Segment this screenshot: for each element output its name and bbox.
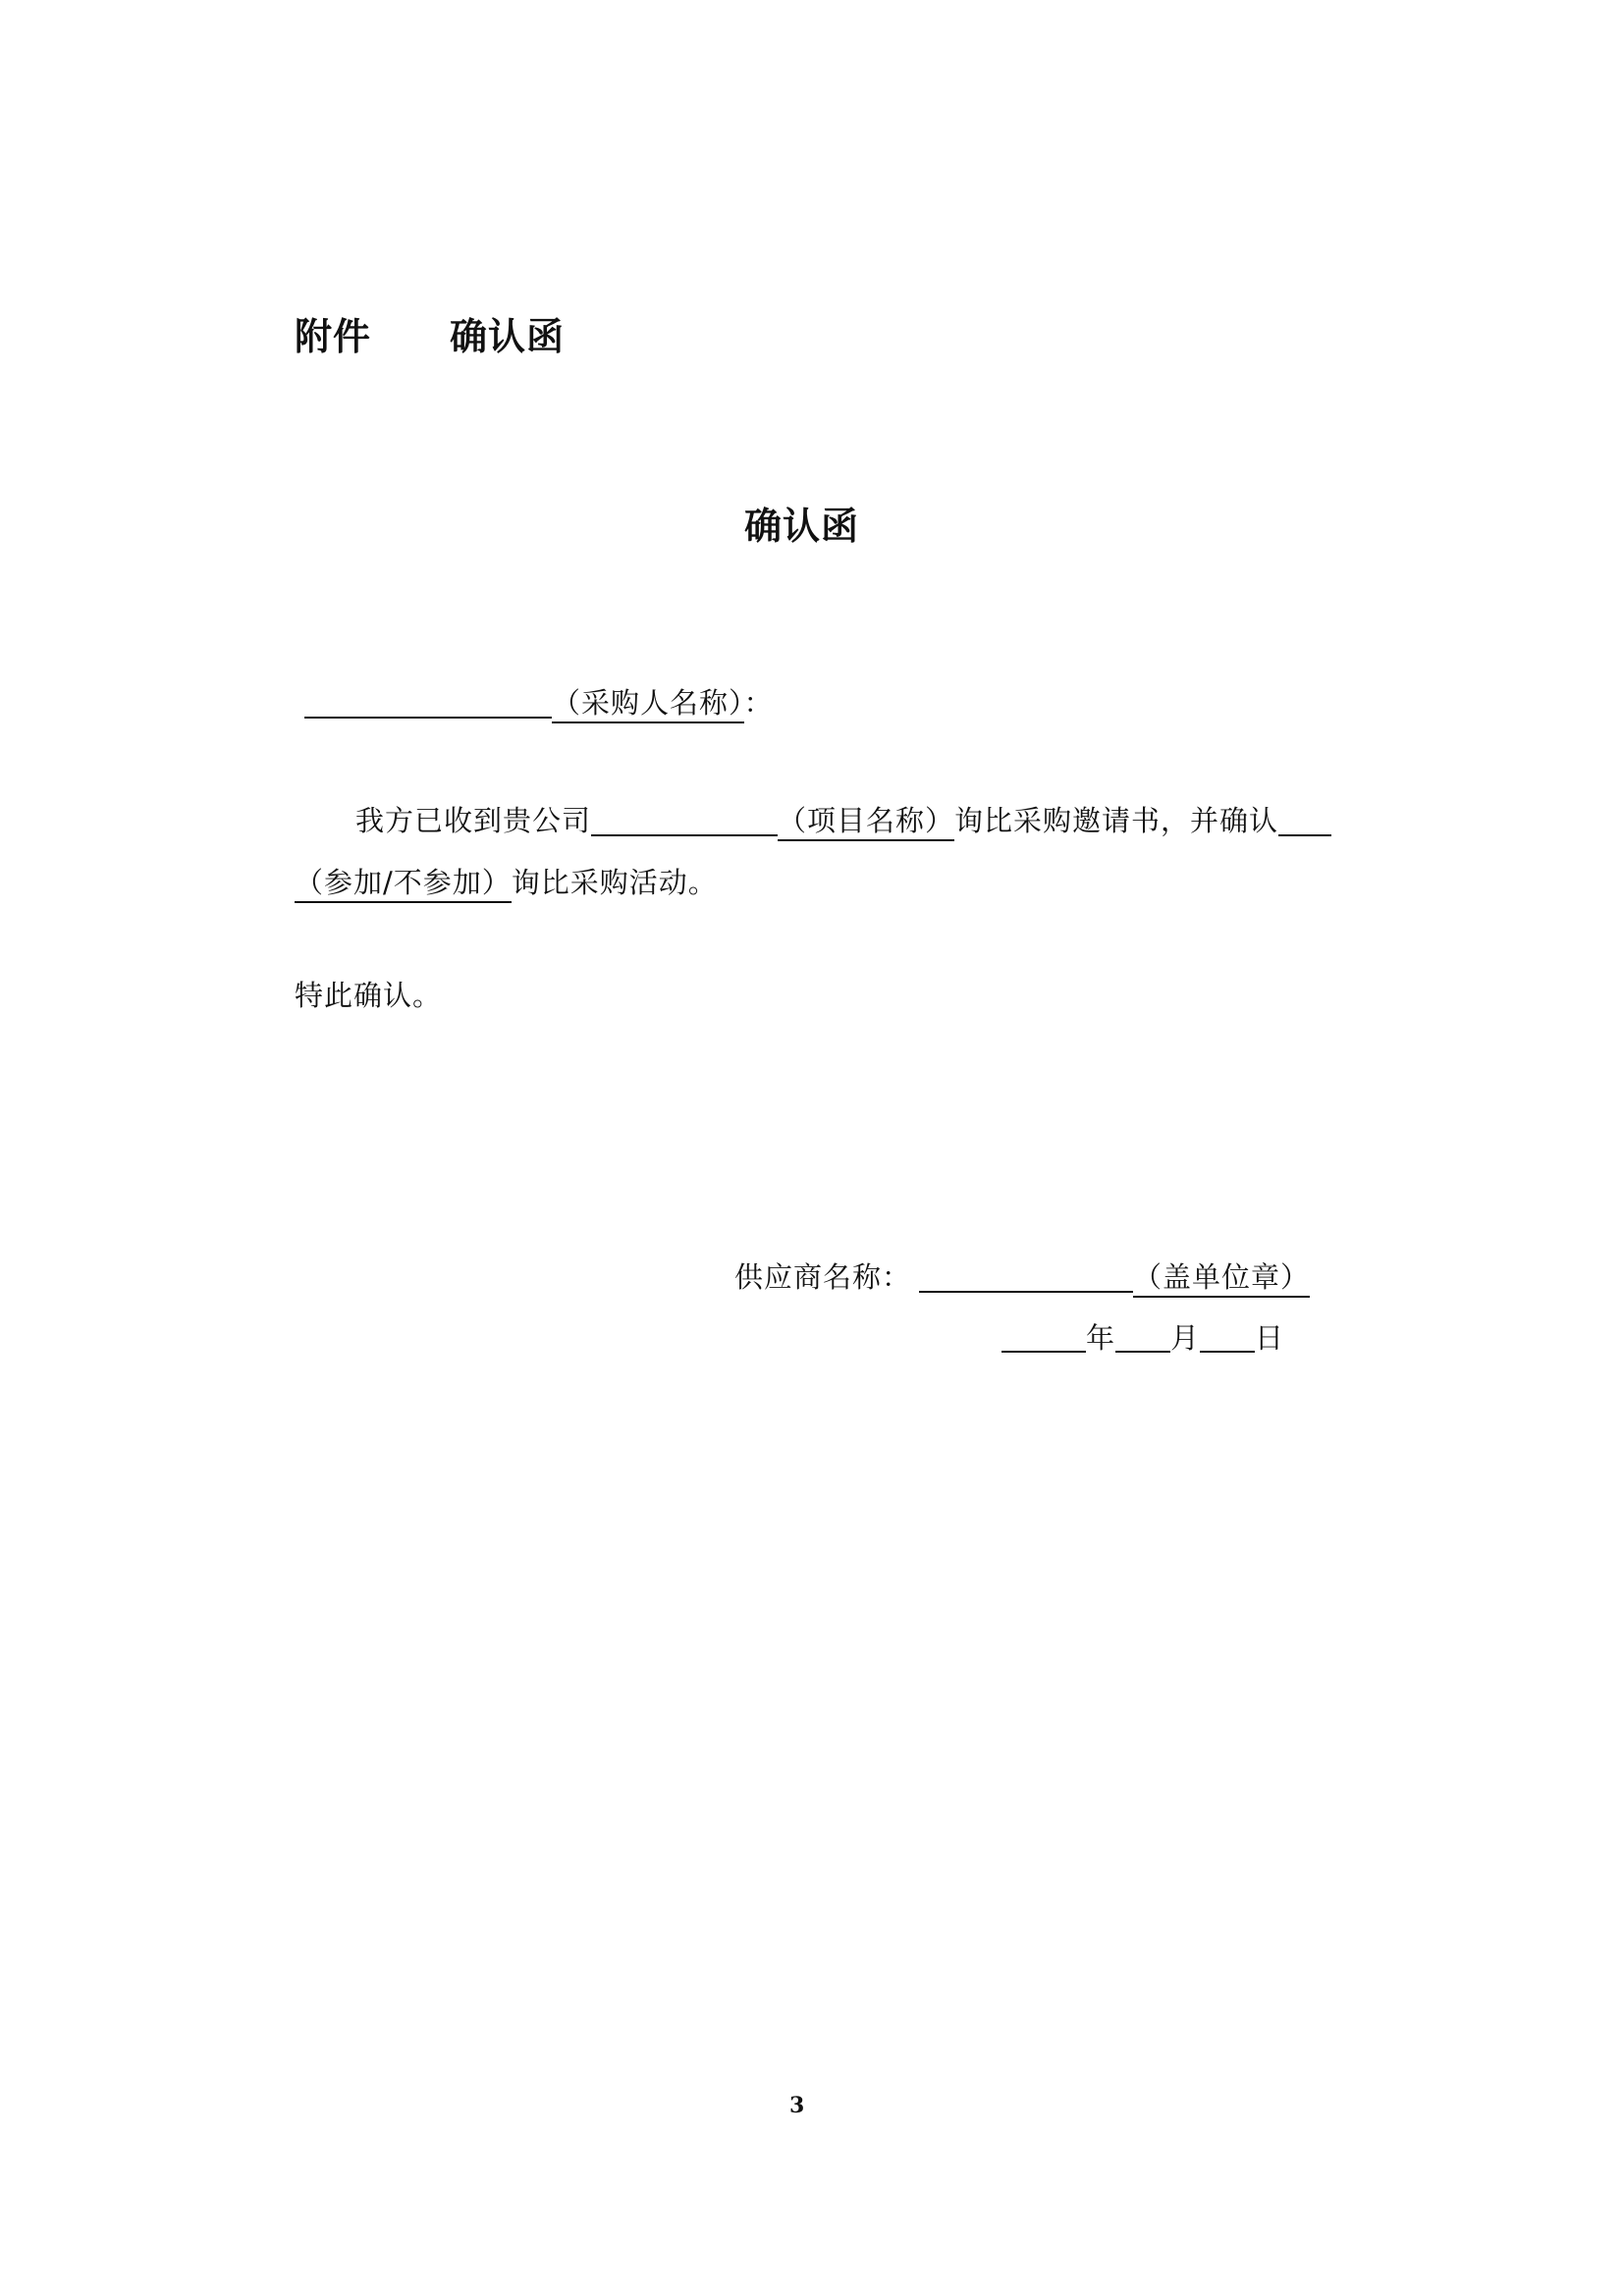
seal-hint: （盖单位章） — [1133, 1260, 1310, 1298]
para2-suffix: 询比采购活动。 — [511, 866, 718, 899]
supplier-label: 供应商名称： — [734, 1260, 912, 1294]
para1-prefix: 我方已收到贵公司 — [355, 804, 592, 837]
participation-blank — [1278, 805, 1331, 836]
month-blank — [1115, 1321, 1170, 1353]
purchaser-name-blank — [304, 687, 552, 719]
participation-hint: （参加/不参加） — [295, 866, 512, 903]
document-title: 确认函 — [744, 505, 860, 548]
attachment-label: 附件 — [295, 315, 372, 358]
day-blank — [1200, 1321, 1255, 1353]
confirmation-paragraph-line2 — [295, 866, 718, 899]
page-number: 3 — [789, 2093, 805, 2118]
day-label: 日 — [1255, 1321, 1285, 1355]
para1-middle: 询比采购邀请书，并确认 — [954, 804, 1279, 837]
confirmation-paragraph-line1 — [355, 805, 1331, 836]
project-name-blank — [591, 805, 778, 836]
supplier-signature-line — [734, 1261, 1310, 1293]
project-name-hint: （项目名称） — [778, 804, 954, 841]
year-blank — [1001, 1321, 1086, 1353]
month-label: 月 — [1170, 1321, 1201, 1355]
attachment-title: 确认函 — [450, 315, 566, 358]
supplier-name-blank — [919, 1261, 1133, 1293]
addressee-suffix: ： — [743, 686, 774, 720]
purchaser-name-hint: （采购人名称） — [552, 686, 744, 723]
closing-text: 特此确认。 — [295, 979, 443, 1012]
date-line — [1001, 1321, 1284, 1353]
year-label: 年 — [1086, 1321, 1116, 1355]
addressee-line — [304, 687, 774, 719]
